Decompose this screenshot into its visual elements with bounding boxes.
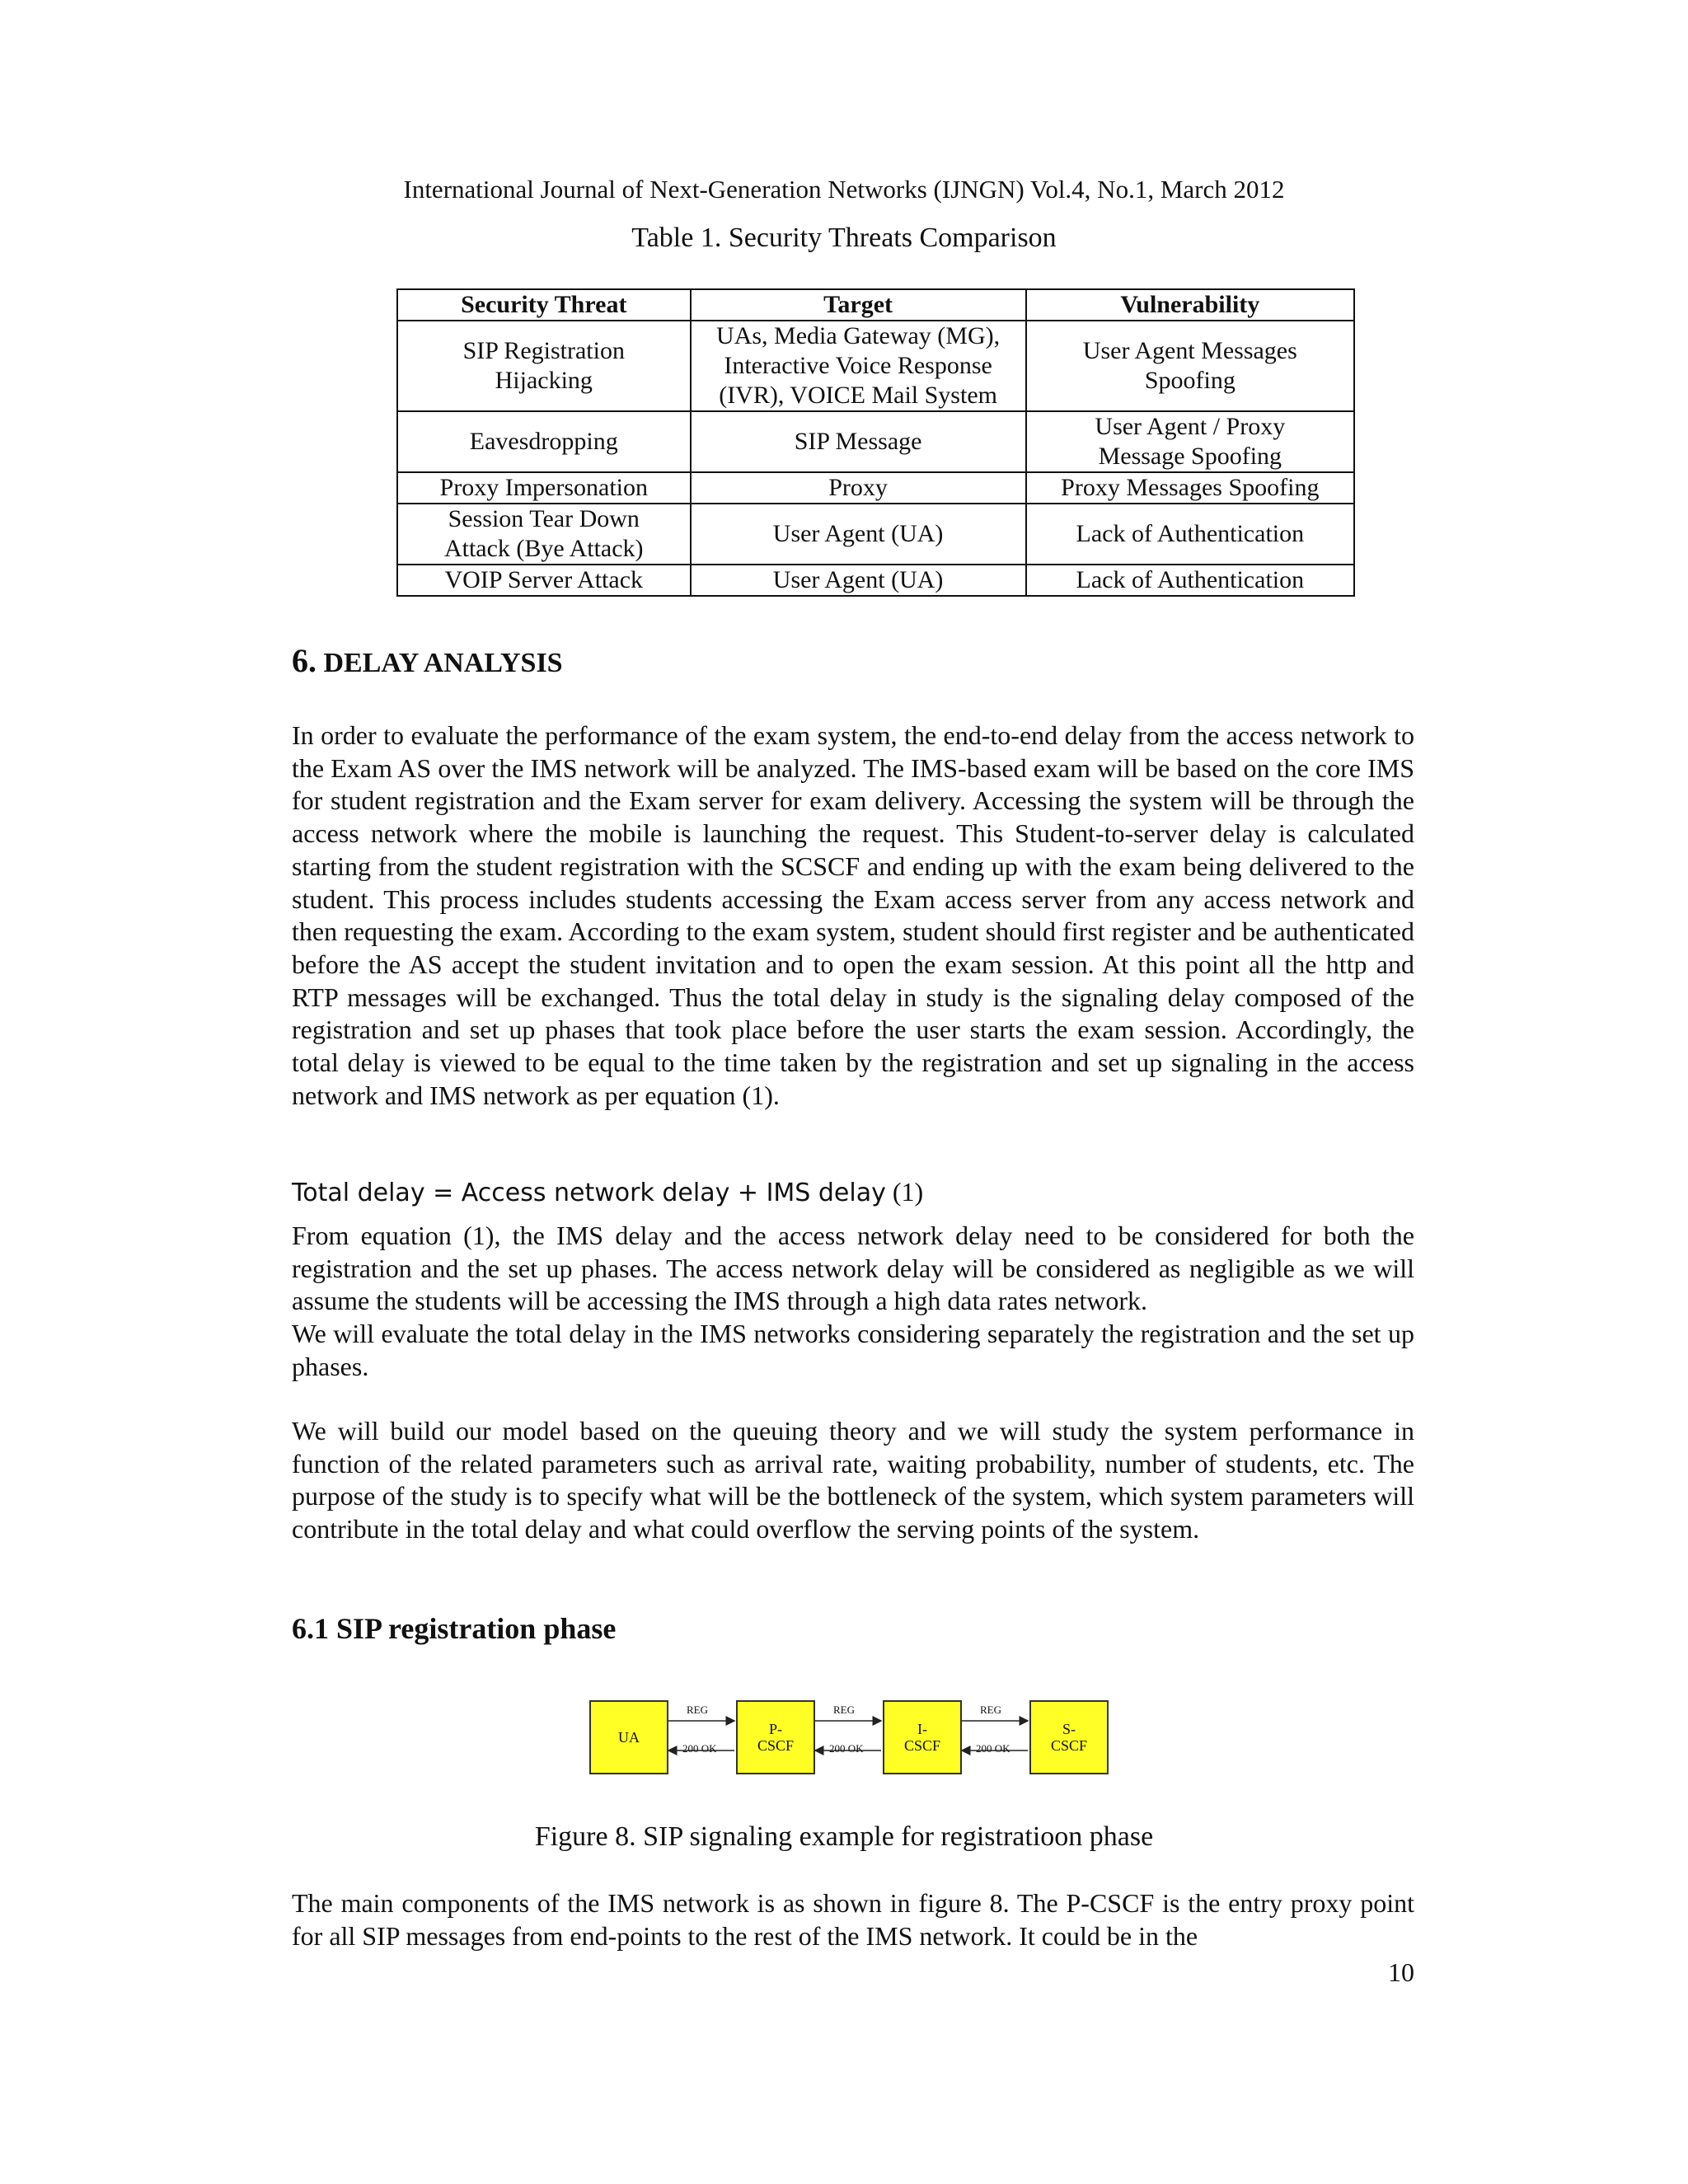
table-cell: Session Tear Down Attack (Bye Attack) — [397, 504, 691, 565]
running-header: International Journal of Next-Generation Networks (IJNGN) Vol.4, No.1, March 2012 — [403, 175, 1285, 204]
table-cell: User Agent Messages Spoofing — [1026, 321, 1354, 411]
column-header: Security Threat — [397, 289, 691, 321]
table-cell: Proxy Impersonation — [397, 472, 691, 504]
equation-formula: Total delay = Access network delay + IMS delay — [292, 1179, 886, 1207]
column-header: Target — [691, 289, 1026, 321]
section-number: 6. — [292, 642, 316, 679]
body-paragraph: From equation (1), the IMS delay and the access network delay need to be considered for both the registration and the set up phases. The access network delay will be considered as negligible as we will assume the students will be accessing the IMS through a high data rates network. — [292, 1221, 1414, 1316]
table-cell: User Agent (UA) — [691, 565, 1026, 596]
node-label: P- — [768, 1721, 782, 1737]
request-label: REG — [980, 1704, 1001, 1716]
subsection-heading: 6.1 SIP registration phase — [292, 1612, 617, 1645]
equation-label: (1) — [892, 1177, 924, 1207]
node-label: CSCF — [1050, 1737, 1088, 1754]
response-label: 200 OK — [976, 1742, 1010, 1755]
request-label: REG — [833, 1704, 855, 1716]
page-number: 10 — [1388, 1957, 1414, 1987]
table-cell: SIP Message — [691, 411, 1026, 472]
table-cell: Lack of Authentication — [1026, 565, 1354, 596]
body-paragraph: The main components of the IMS network is as shown in figure 8. The P-CSCF is the entry proxy point for all SIP messages from end-points to the rest of the IMS network. It could be in the — [292, 1888, 1414, 1951]
request-label: REG — [687, 1704, 708, 1716]
table-cell: VOIP Server Attack — [397, 565, 691, 596]
body-paragraph: We will evaluate the total delay in the IMS networks considering separately the registration and the set up phases. — [292, 1319, 1414, 1381]
node-label: CSCF — [903, 1737, 941, 1754]
body-paragraph: We will build our model based on the queuing theory and we will study the system performance in function of the related parameters such as arrival rate, waiting probability, number of students, etc. The purpose of the study is to specify what will be the bottleneck of the system, which system parameters will contribute in the total delay and what could overflow the serving points of the system. — [292, 1416, 1414, 1544]
node-label: UA — [618, 1729, 640, 1746]
table-cell: UAs, Media Gateway (MG), Interactive Voice Response (IVR), VOICE Mail System — [691, 321, 1026, 411]
table-cell: Proxy Messages Spoofing — [1026, 472, 1354, 504]
body-paragraph: In order to evaluate the performance of the exam system, the end-to-end delay from the access network to the Exam AS over the IMS network will be analyzed. The IMS-based exam will be based on the core IMS for student registration and the Exam server for exam delivery. Accessing the system will be through the access network where the mobile is launching the request. This Student-to-server delay is calculated starting from the student registration with the SCSCF and ending up with the exam being delivered to the student. This process includes students accessing the Exam access server from any access network and then requesting the exam. According to the exam system, student should first register and be authenticated before the AS accept the student invitation and to open the exam session. At this point all the http and RTP messages will be exchanged. Thus the total delay in study is the signaling delay composed of the registration and set up phases that took place before the user starts the exam session. Accordingly, the total delay is viewed to be equal to the time taken by the registration and set up signaling in the access network and IMS network as per equation (1). — [292, 720, 1414, 1110]
response-label: 200 OK — [682, 1742, 717, 1755]
node-label: S- — [1062, 1721, 1076, 1737]
table-caption: Table 1. Security Threats Comparison — [631, 223, 1057, 253]
table-cell: SIP Registration Hijacking — [397, 321, 691, 411]
response-label: 200 OK — [829, 1742, 864, 1755]
table-cell: User Agent (UA) — [691, 504, 1026, 565]
table-cell: Lack of Authentication — [1026, 504, 1354, 565]
table-cell: Proxy — [691, 472, 1026, 504]
table-cell: User Agent / Proxy Message Spoofing — [1026, 411, 1354, 472]
figure-caption: Figure 8. SIP signaling example for registratioon phase — [534, 1821, 1154, 1852]
node-label: I- — [917, 1721, 927, 1737]
column-header: Vulnerability — [1026, 289, 1354, 321]
section-title: DELAY ANALYSIS — [323, 648, 563, 678]
node-label: CSCF — [757, 1737, 795, 1754]
table-cell: Eavesdropping — [397, 411, 691, 472]
